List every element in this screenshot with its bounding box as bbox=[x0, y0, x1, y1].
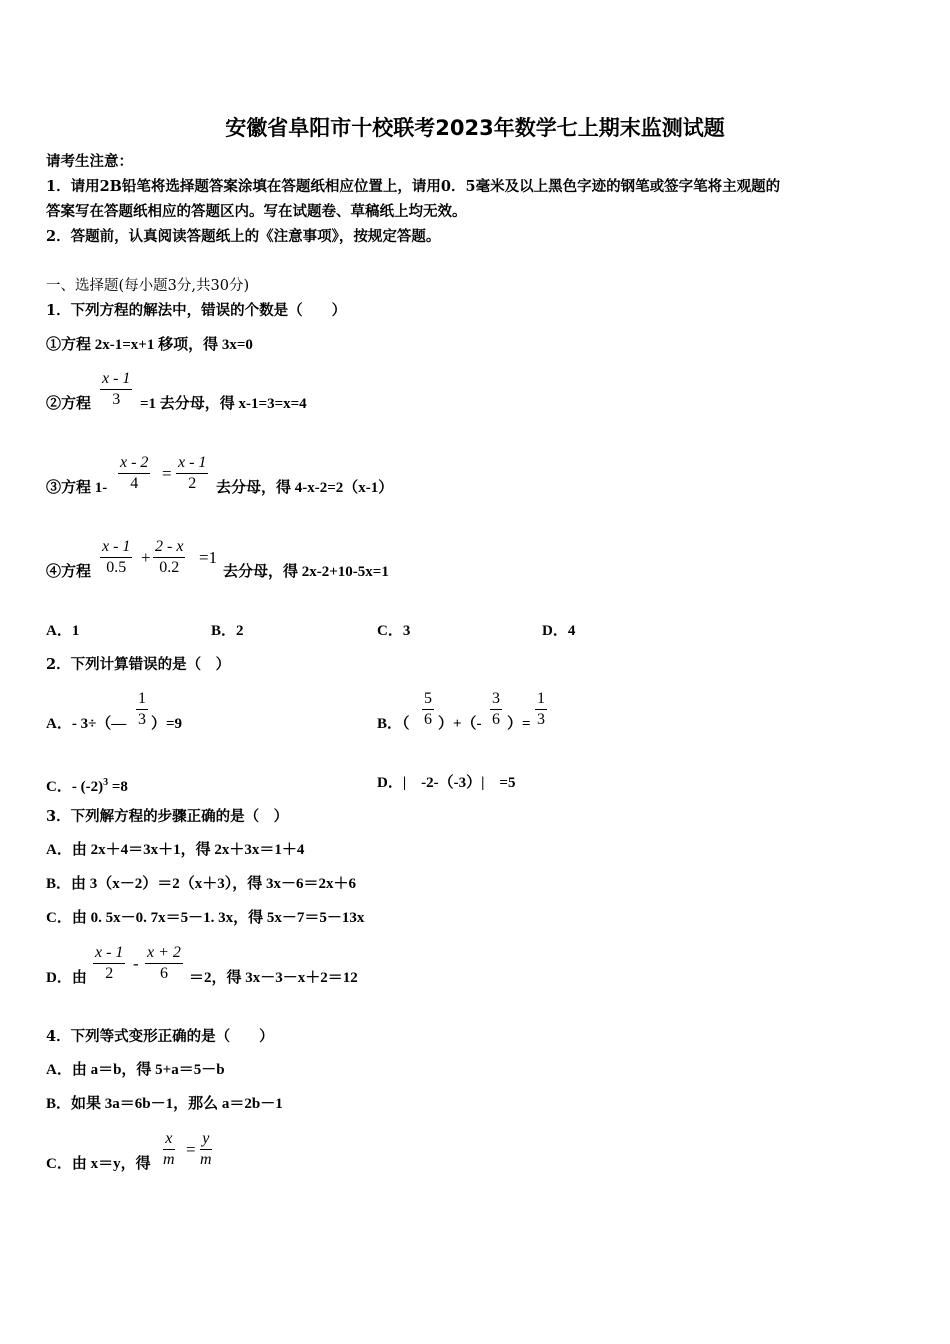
numerator: 5 bbox=[422, 689, 434, 710]
q3-stem: 3．下列解方程的步骤正确的是（ ） bbox=[46, 808, 289, 825]
q4-option-b: B．如果 3a＝6b－1，那么 a＝2b－1 bbox=[46, 1096, 283, 1112]
q2-option-b-middle: ）+（- bbox=[438, 716, 482, 732]
numerator: x - 1 bbox=[100, 369, 132, 390]
q1-item-2-prefix: ②方程 bbox=[46, 396, 92, 412]
q4-option-c-equals: = bbox=[186, 1140, 196, 1159]
q1-stem: 1．下列方程的解法中，错误的个数是（ ） bbox=[46, 302, 347, 319]
q1-item-4-prefix: ④方程 bbox=[46, 564, 92, 580]
q3-option-d-minus: - bbox=[133, 954, 139, 973]
denominator: 3 bbox=[537, 711, 545, 728]
numerator: x + 2 bbox=[145, 943, 183, 964]
q4-option-a: A．由 a＝b，得 5+a＝5－b bbox=[46, 1062, 225, 1078]
q1-item-4-equals: =1 bbox=[199, 548, 218, 567]
denominator: m bbox=[163, 1151, 175, 1168]
numerator: 1 bbox=[136, 689, 148, 710]
notice-heading: 请考生注意： bbox=[46, 153, 133, 170]
q1-option-c: C．3 bbox=[377, 623, 411, 639]
notice-line-3: 2．答题前，认真阅读答题纸上的《注意事项》，按规定答题。 bbox=[46, 228, 441, 245]
denominator: 3 bbox=[138, 711, 146, 728]
q2-option-a-prefix: A．- 3÷（— bbox=[46, 716, 127, 732]
numerator: 3 bbox=[490, 689, 502, 710]
q1-item-3-fraction-2 bbox=[176, 453, 208, 494]
q1-item-4-plus: + bbox=[141, 548, 151, 567]
q1-item-3-fraction-1 bbox=[118, 453, 150, 494]
notice-line-2: 答案写在答题纸相应的答题区内。写在试题卷、草稿纸上均无效。 bbox=[46, 203, 467, 220]
denominator: 0.2 bbox=[159, 559, 180, 576]
denominator: m bbox=[200, 1151, 212, 1168]
numerator: x - 2 bbox=[118, 453, 150, 474]
q4-option-c-prefix: C．由 x＝y，得 bbox=[46, 1156, 151, 1172]
q2-option-b-prefix: B．（ bbox=[377, 716, 410, 732]
q2-option-b-equals: ）= bbox=[507, 716, 531, 732]
denominator: 0.5 bbox=[106, 559, 127, 576]
q3-option-d-prefix: D．由 bbox=[46, 970, 87, 986]
q1-item-3-prefix: ③方程 1- bbox=[46, 480, 108, 496]
section-heading: 一、选择题(每小题3分,共30分) bbox=[46, 278, 250, 294]
numerator: x - 1 bbox=[93, 943, 125, 964]
q3-option-b: B．由 3（x－2）＝2（x＋3），得 3x－6＝2x＋6 bbox=[46, 876, 357, 892]
q1-item-4-fraction-2 bbox=[153, 537, 185, 578]
numerator: x bbox=[163, 1129, 175, 1150]
q2-stem: 2．下列计算错误的是（ ） bbox=[46, 656, 231, 673]
q3-option-a: A．由 2x＋4＝3x＋1，得 2x＋3x＝1＋4 bbox=[46, 842, 305, 858]
q1-item-4-fraction-1 bbox=[100, 537, 132, 578]
q3-option-d-fraction-1 bbox=[93, 943, 125, 984]
denominator: 3 bbox=[112, 391, 121, 408]
q3-option-d-suffix: ＝2，得 3x－3－x＋2＝12 bbox=[189, 970, 358, 986]
q2-option-c bbox=[46, 773, 128, 797]
denominator: 2 bbox=[188, 475, 197, 492]
q2-option-a-suffix: ）=9 bbox=[151, 716, 183, 732]
q2-option-c-exponent: 3 bbox=[103, 777, 109, 788]
q3-option-c: C．由 0. 5x－0. 7x＝5－1. 3x，得 5x－7＝5－13x bbox=[46, 910, 365, 926]
q1-option-a: A．1 bbox=[46, 623, 80, 639]
q1-item-3-suffix: 去分母，得 4-x-2=2（x-1） bbox=[216, 480, 394, 496]
q2-option-c-result: =8 bbox=[108, 779, 128, 795]
denominator: 4 bbox=[130, 475, 139, 492]
page-title: 安徽省阜阳市十校联考2023年数学七上期末监测试题 bbox=[225, 116, 725, 140]
denominator: 2 bbox=[105, 965, 114, 982]
q2-option-a-fraction bbox=[136, 689, 148, 730]
notice-line-1: 1．请用2B铅笔将选择题答案涂填在答题纸相应位置上，请用0．5毫米及以上黑色字迹的钢笔或签字笔将主观题的 bbox=[46, 178, 781, 195]
denominator: 6 bbox=[492, 711, 500, 728]
q1-item-2-fraction bbox=[100, 369, 132, 410]
denominator: 6 bbox=[159, 965, 168, 982]
q1-item-2-suffix: =1 去分母，得 x-1=3=x=4 bbox=[140, 396, 307, 412]
q4-option-c-fraction-1 bbox=[163, 1129, 175, 1170]
q1-item-4-suffix: 去分母，得 2x-2+10-5x=1 bbox=[223, 564, 389, 580]
numerator: x - 1 bbox=[100, 537, 132, 558]
denominator: 6 bbox=[424, 711, 432, 728]
q2-option-b-fraction-2 bbox=[490, 689, 502, 730]
q4-stem: 4．下列等式变形正确的是（ ） bbox=[46, 1028, 274, 1045]
numerator: 2 - x bbox=[153, 537, 185, 558]
q2-option-d: D．| -2-（-3）| =5 bbox=[377, 775, 516, 791]
q1-item-1: ①方程 2x-1=x+1 移项，得 3x=0 bbox=[46, 337, 253, 353]
q1-option-b: B．2 bbox=[211, 623, 244, 639]
q2-option-b-fraction-1 bbox=[422, 689, 434, 730]
numerator: x - 1 bbox=[176, 453, 208, 474]
q2-option-b-fraction-3 bbox=[535, 689, 547, 730]
numerator: y bbox=[200, 1129, 212, 1150]
numerator: 1 bbox=[535, 689, 547, 710]
q3-option-d-fraction-2 bbox=[145, 943, 183, 984]
q2-option-c-base: C．- (-2) bbox=[46, 779, 104, 795]
q4-option-c-fraction-2 bbox=[200, 1129, 212, 1170]
q1-item-3-equals: = bbox=[162, 464, 172, 483]
q1-option-d: D．4 bbox=[542, 623, 576, 639]
